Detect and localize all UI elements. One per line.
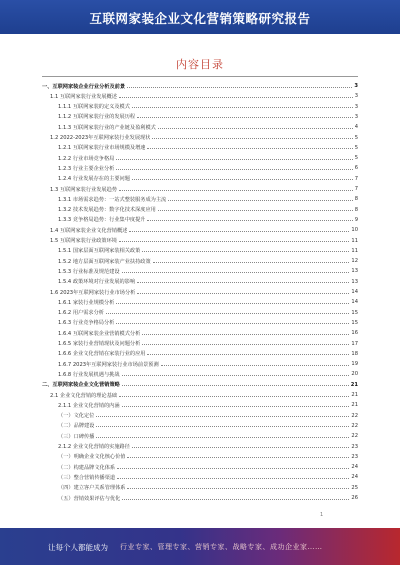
toc-entry[interactable] [42,175,358,183]
toc-entry-title: 1.6.6 企业文化营销在家装行业的应用 [58,351,146,358]
toc-entry[interactable] [42,370,358,378]
toc-leader-dots [127,87,352,88]
toc-entry-title: 1.3 互联网家装行业发展趋势 [50,186,117,193]
toc-leader-dots [116,323,349,324]
toc-entry-title: （四）建立客户关系管理体系 [58,485,126,492]
toc-entry[interactable] [42,237,358,245]
toc-leader-dots [137,293,349,294]
toc-entry[interactable] [42,82,358,90]
toc-leader-dots [129,231,349,232]
toc-entry-title: 1.5 互联网家装行业政策环境 [50,238,117,244]
toc-entry[interactable] [42,164,358,172]
toc-leader-dots [117,478,349,479]
toc-entry-page: 23 [351,453,358,460]
toc-entry-page: 24 [351,474,358,481]
toc-entry[interactable] [42,226,358,234]
toc-entry[interactable] [42,494,358,502]
toc-entry-title: 1.6.7 2023年互联网家装行业市场前景预测 [58,361,159,368]
toc-entry-title: 1.1.2 互联网家装行业的发展历程 [58,114,136,121]
toc-entry-title: 1.3.3 竞争格局趋势：行业集中度提升 [58,217,146,224]
toc-leader-dots [147,220,352,221]
toc-entry-page: 19 [351,361,358,368]
toc-leader-dots [147,148,352,149]
toc-leader-dots [122,375,350,376]
toc-leader-dots [122,499,349,500]
toc-entry-page: 10 [351,227,358,234]
toc-entry-page: 15 [351,309,358,316]
toc-entry-title: 1.5.2 地方层面互联网家装产业扶持政策 [58,258,151,265]
toc-entry-page: 12 [351,258,358,265]
toc-entry-title: 1.6.5 家装行业营销现状及问题分析 [58,341,141,347]
toc-entry-page: 11 [351,237,358,244]
toc-leader-dots [119,396,349,397]
toc-entry[interactable] [42,154,358,162]
toc-entry-page: 11 [351,247,358,254]
toc-entry-title: 1.1 互联网家装行业发展概述 [50,93,117,100]
toc-leader-dots [137,117,353,118]
toc-leader-dots [119,97,353,98]
toc-entry[interactable] [42,92,358,100]
toc-entry-page: 15 [351,319,358,326]
toc-entry[interactable] [42,103,358,111]
toc-entry[interactable] [42,463,358,471]
toc-leader-dots [142,344,349,345]
toc-leader-dots [116,159,352,160]
toc-leader-dots [132,107,353,108]
toc-entry-page: 6 [354,165,358,172]
toc-entry-title: 1.1.3 互联网家装行业的产业链及盈利模式 [58,124,156,131]
toc-entry-page: 21 [351,392,358,398]
toc-leader-dots [153,262,350,263]
toc-heading: 内容目录 [176,58,224,71]
toc-leader-dots [117,468,349,469]
toc-entry-page: 3 [354,113,358,120]
toc-entry[interactable] [42,484,358,492]
toc-entry[interactable] [42,195,358,203]
toc-entry[interactable] [42,340,358,348]
toc-entry[interactable] [42,123,358,131]
toc-entry-page: 3 [354,93,358,100]
toc-leader-dots [137,282,349,283]
toc-entry-page: 22 [351,433,358,440]
toc-entry-title: 2.1.2 企业文化营销的实施路径 [58,444,130,450]
toc-entry[interactable] [42,278,358,286]
toc-entry[interactable] [42,134,358,142]
toc-leader-dots [122,272,350,273]
toc-entry-title: 1.6.4 互联网家装企业营销模式分析 [58,330,141,337]
toc-entry-page: 5 [354,144,358,151]
toc-entry-title: 1.6.2 用户需求分析 [58,310,104,317]
toc-entry-title: 2.1.1 企业文化营销的内涵 [58,402,120,409]
toc-entry-title: 1.5.4 政策环境对行业发展的影响 [58,279,136,286]
toc-entry-page: 14 [351,299,358,306]
toc-entry-page: 20 [351,371,358,378]
toc-leader-dots [116,303,349,304]
toc-entry-page: 23 [351,443,358,450]
toc-entry-title: 1.6.3 行业竞争格局分析 [58,320,115,327]
toc-entry-page: 22 [351,422,358,429]
toc-leader-dots [161,365,350,366]
toc-entry[interactable] [42,350,358,358]
toc-leader-dots [132,179,353,180]
footer-slogan: 让每个人都能成为 [48,543,108,552]
toc-leader-dots [122,385,349,386]
toc-leader-dots [119,241,349,242]
toc-divider [42,76,358,77]
toc-entry-title: 1.2.2 行业市场竞争格局 [58,155,115,162]
toc-entry-title: 1.2.4 行业发展存在的主要问题 [58,176,130,183]
toc-entry[interactable] [42,381,358,389]
toc-entry[interactable] [42,401,358,409]
toc-entry[interactable] [42,144,358,152]
toc-entry-title: （二）品牌建设 [58,423,95,430]
toc-entry[interactable] [42,247,358,255]
toc-entry-title: 1.5.3 行业标准及规范建设 [58,268,120,275]
footer-banner [0,528,400,565]
toc-entry-page: 25 [351,484,358,491]
toc-leader-dots [119,190,353,191]
toc-entry[interactable] [42,473,358,481]
toc-entry[interactable] [42,453,358,461]
toc-leader-dots [96,416,349,417]
toc-entry-page: 21 [350,381,358,388]
toc-entry-page: 22 [351,412,358,419]
toc-entry-page: 7 [354,175,358,182]
footer-tagline: 行业专家、管理专家、营销专家、战略专家、成功企业家…… [120,543,323,551]
toc-entry-title: 一、互联网家装企业行业分析及前景 [42,83,126,90]
header-banner [0,0,400,34]
toc-entry-page: 16 [351,330,358,337]
toc-leader-dots [96,437,349,438]
toc-entry-title: 1.2.1 互联网家装行业市场规模及增速 [58,145,146,152]
toc-entry-title: （一）明确企业文化核心价值 [58,454,126,461]
toc-entry-title: 二、互联网家装企业文化营销策略 [42,382,120,389]
toc-leader-dots [116,169,352,170]
toc-entry-page: 5 [354,155,358,162]
toc-entry-title: 1.2.3 行业主要企业分析 [58,165,115,172]
toc-entry-page: 18 [351,350,358,357]
toc-entry-title: （三）整合营销传播渠道 [58,474,116,481]
toc-entry-page: 3 [354,83,358,89]
toc-entry-title: （一）文化定位 [58,413,95,420]
toc-leader-dots [168,200,352,201]
toc-entry[interactable] [42,267,358,275]
toc-entry-page: 9 [354,216,358,223]
toc-entry-page: 14 [351,289,358,295]
toc-entry[interactable] [42,257,358,265]
toc-entry-page: 26 [351,495,358,501]
toc-entry-page: 13 [351,268,358,275]
toc-entry-title: 2.1 企业文化营销的理论基础 [50,392,117,399]
toc-entry-page: 17 [351,340,358,347]
toc-entry[interactable] [42,360,358,368]
toc-entry-title: 1.6 2023年互联网家装行业市场分析 [50,289,136,296]
toc-leader-dots [142,251,349,252]
toc-entry[interactable] [42,298,358,306]
toc-entry[interactable] [42,185,358,193]
toc-entry[interactable] [42,391,358,399]
toc-leader-dots [96,426,349,427]
toc-entry-title: 1.4 互联网家装企业文化营销概述 [50,227,128,234]
toc-entry-title: 1.3.2 技术发展趋势：数字化技术深度应用 [58,207,156,214]
toc-leader-dots [127,457,349,458]
toc-entry-title: （三）口碑传播 [58,433,95,440]
toc-entry-page: 7 [354,186,358,192]
toc-entry[interactable] [42,113,358,121]
toc-leader-dots [158,128,353,129]
toc-entry-page: 5 [354,134,358,141]
toc-entry-page: 4 [354,124,358,131]
toc-entry[interactable] [42,288,358,296]
toc-entry-title: 1.5.1 国家层面互联网家装相关政策 [58,248,141,255]
toc-leader-dots [158,210,353,211]
toc-entry-title: 1.2 2022-2023年互联网家装行业发展现状 [50,135,151,141]
toc-entry-page: 24 [351,464,358,471]
page-number: 1 [320,512,324,518]
toc-entry-title: 1.3.1 市场需求趋势：一站式整装服务成为主流 [58,196,167,203]
toc-entry-page: 8 [354,196,358,203]
toc-leader-dots [147,354,349,355]
toc-entry-title: 1.1.1 互联网家装的定义及模式 [58,104,130,111]
toc-entry[interactable] [42,216,358,224]
toc-entry[interactable] [42,329,358,337]
toc-entry-page: 8 [354,206,358,213]
toc-entry-page: 3 [354,103,358,110]
toc-entry[interactable] [42,206,358,214]
toc-entry[interactable] [42,432,358,440]
toc-entry-page: 13 [351,278,358,285]
toc-entry[interactable] [42,443,358,451]
toc-leader-dots [132,447,349,448]
toc-entry[interactable] [42,309,358,317]
toc-entry-page: 21 [351,402,358,409]
toc-entry[interactable] [42,412,358,420]
toc-entry-title: （二）构建品牌文化体系 [58,464,116,471]
toc-entry-title: 1.6.8 行业发展机遇与挑战 [58,371,120,378]
toc-entry-title: 1.6.1 家装行业规模分析 [58,299,115,306]
toc-leader-dots [152,138,352,139]
report-title: 互联网家装企业文化营销策略研究报告 [89,11,311,26]
toc-entry-title: （五）营销效果评估与优化 [58,495,121,502]
toc-entry[interactable] [42,422,358,430]
toc-leader-dots [127,488,349,489]
toc-leader-dots [122,406,350,407]
toc-leader-dots [106,313,349,314]
toc-leader-dots [142,334,349,335]
toc-entry[interactable] [42,319,358,327]
